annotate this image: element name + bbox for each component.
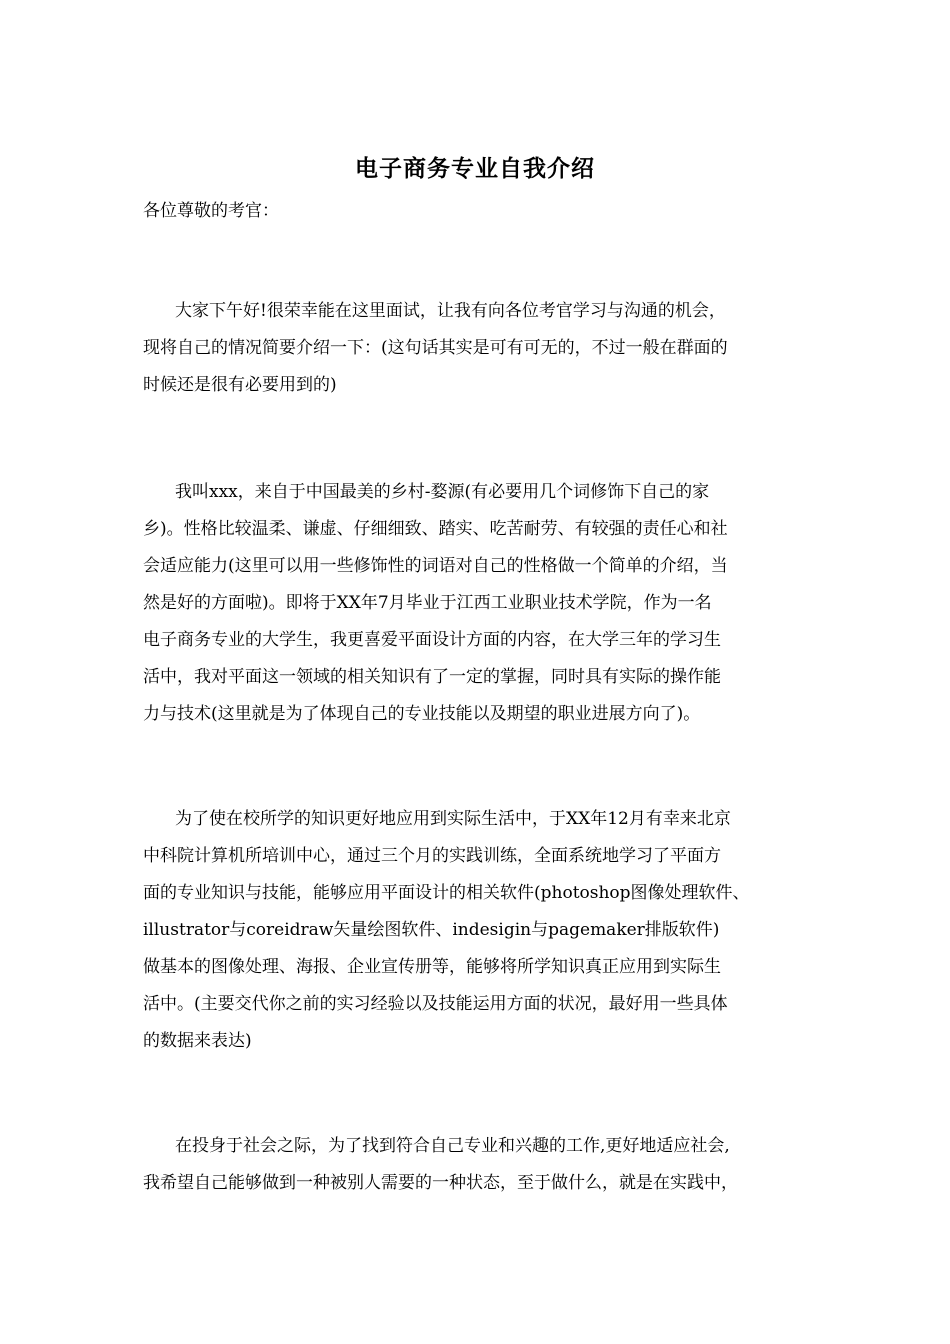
paragraph-line: 力与技术(这里就是为了体现自己的专业技能以及期望的职业进展方向了)。 [143, 704, 701, 724]
paragraph-line: 大家下午好!很荣幸能在这里面试，让我有向各位考官学习与沟通的机会， [175, 301, 726, 321]
paragraph-goals [143, 1128, 813, 1202]
paragraph-training [143, 801, 813, 1060]
paragraph-background [143, 474, 813, 733]
paragraph-line: 中科院计算机所培训中心，通过三个月的实践训练，全面系统地学习了平面方 [143, 846, 721, 866]
paragraph-line: 的数据来表达) [143, 1031, 252, 1051]
paragraph-line: 活中，我对平面这一领域的相关知识有了一定的掌握，同时具有实际的操作能 [143, 667, 721, 687]
paragraph-line: 乡)。性格比较温柔、谦虚、仔细细致、踏实、吃苦耐劳、有较强的责任心和社 [143, 519, 728, 539]
paragraph-line: 现将自己的情况简要介绍一下：(这句话其实是可有可无的，不过一般在群面的 [143, 338, 728, 358]
salutation: 各位尊敬的考官： [143, 201, 279, 221]
paragraph-line: 电子商务专业的大学生，我更喜爱平面设计方面的内容，在大学三年的学习生 [143, 630, 721, 650]
paragraph-line: 我叫xxx，来自于中国最美的乡村-婺源(有必要用几个词修饰下自己的家 [175, 482, 710, 502]
paragraph-line: 面的专业知识与技能，能够应用平面设计的相关软件(photoshop图像处理软件、 [143, 883, 750, 903]
paragraph-line: 在投身于社会之际，为了找到符合自己专业和兴趣的工作,更好地适应社会, [175, 1136, 730, 1156]
paragraph-line: 时候还是很有必要用到的) [143, 375, 337, 395]
paragraph-line: 我希望自己能够做到一种被别人需要的一种状态，至于做什么，就是在实践中， [143, 1173, 738, 1193]
paragraph-line: 然是好的方面啦)。即将于XX年7月毕业于江西工业职业技术学院，作为一名 [143, 593, 712, 613]
paragraph-line: 为了使在校所学的知识更好地应用到实际生活中，于XX年12月有幸来北京 [175, 809, 731, 829]
paragraph-line: 会适应能力(这里可以用一些修饰性的词语对自己的性格做一个简单的介绍，当 [143, 556, 728, 576]
paragraph-line: illustrator与coreidraw矢量绘图软件、indesigin与pagemaker排版软件) [143, 920, 720, 940]
paragraph-line: 做基本的图像处理、海报、企业宣传册等，能够将所学知识真正应用到实际生 [143, 957, 721, 977]
document-title: 电子商务专业自我介绍 [355, 156, 595, 182]
paragraph-line: 活中。(主要交代你之前的实习经验以及技能运用方面的状况，最好用一些具体 [143, 994, 728, 1014]
paragraph-greeting [143, 293, 813, 404]
